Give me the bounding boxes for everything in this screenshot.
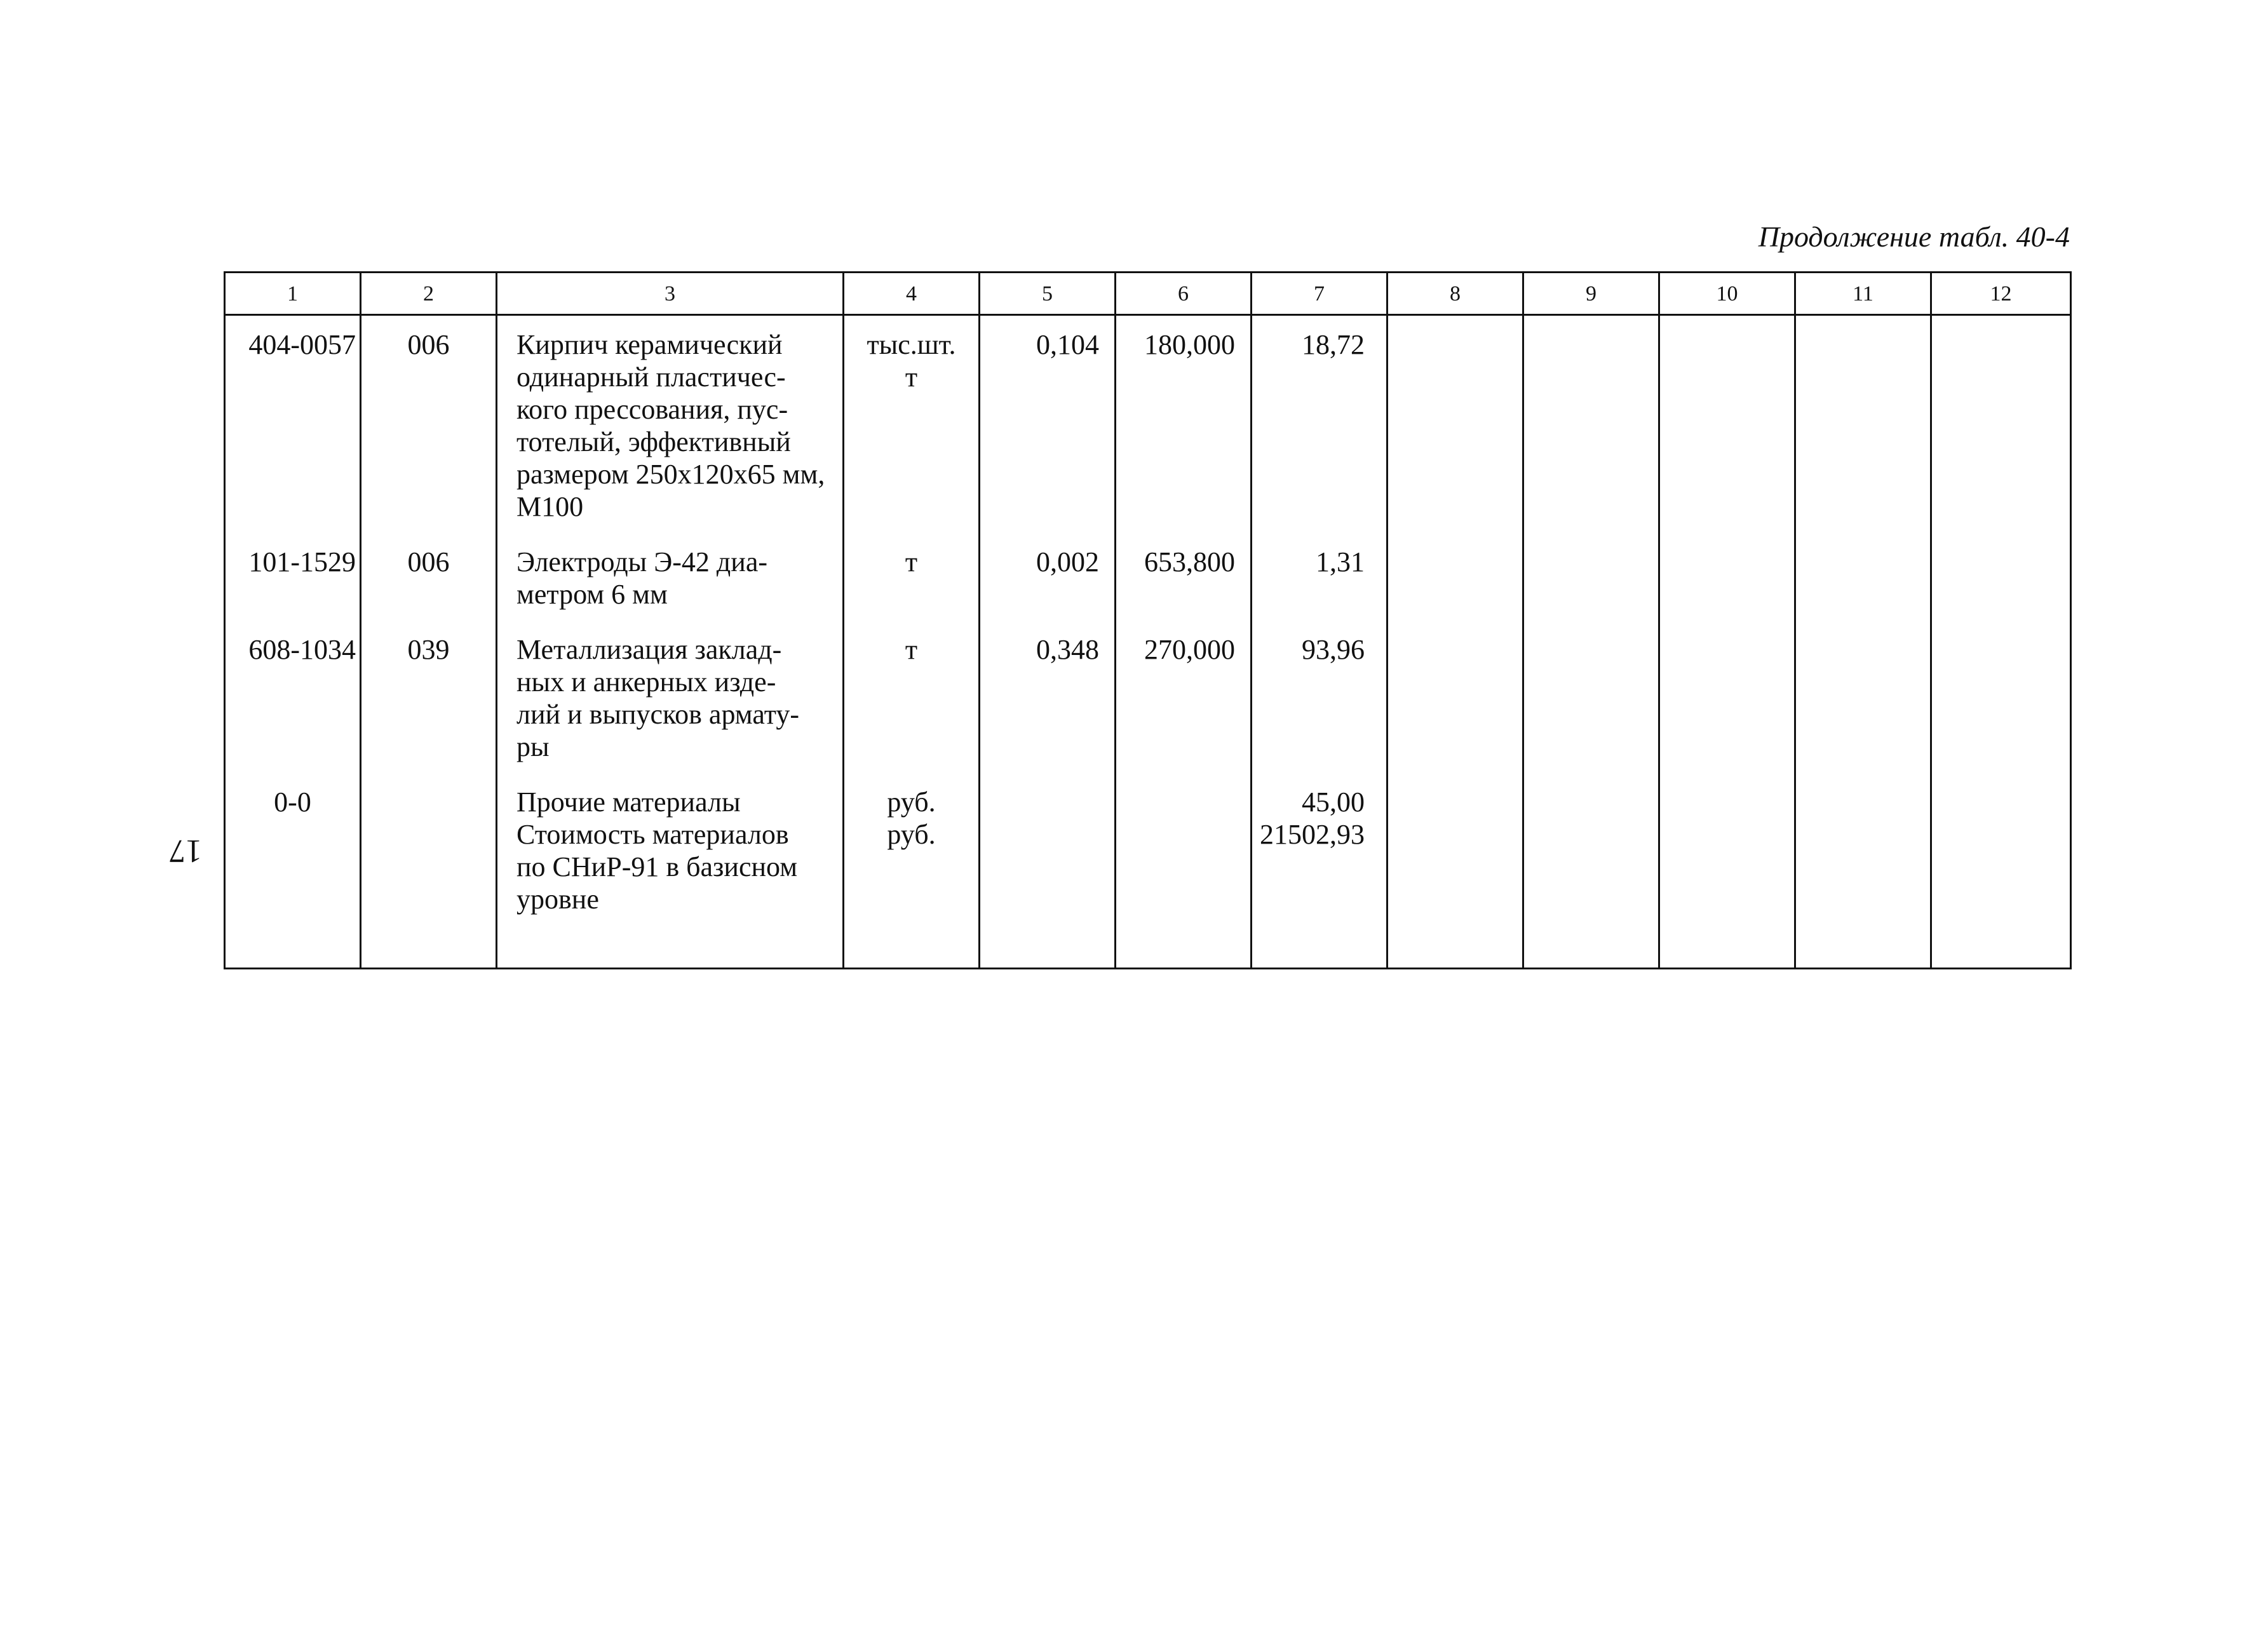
column-header: 4 [844,273,980,315]
resource-name-line: М100 [516,491,584,522]
resource-name-line: метром 6 мм [516,579,668,610]
header-row [225,273,2071,315]
resource-code: 608-1034 [225,621,361,773]
resource-name-line: Стоимость материалов [516,819,789,850]
resource-code: 404-0057 [225,315,361,534]
column-header: 2 [361,273,497,315]
cost [1252,773,1387,969]
resource-name-line: Прочие материалы [516,786,741,818]
resource-name-line: размером 250х120х65 мм, [516,459,825,490]
empty-cell [1795,533,1931,621]
quantity: 0,002 [980,533,1116,621]
resource-subcode: 039 [361,621,497,773]
resource-name-line: Металлизация заклад- [516,634,782,665]
empty-cell [1795,621,1931,773]
column-header: 12 [1931,273,2071,315]
cost [1252,315,1387,534]
resource-name-line: лий и выпусков армату- [516,699,800,730]
empty-cell [1387,773,1523,969]
empty-cell [1523,315,1659,534]
unit-line: руб. [887,786,936,818]
cost-line: 21502,93 [1260,819,1365,850]
empty-cell [1659,315,1795,534]
resource-name [497,315,844,534]
unit-price: 653,800 [1116,533,1252,621]
resource-subcode: 006 [361,533,497,621]
cost-line: 1,31 [1316,546,1365,577]
column-header: 8 [1387,273,1523,315]
empty-cell [1795,773,1931,969]
resource-code: 101-1529 [225,533,361,621]
resource-name-line: ры [516,731,550,762]
unit-line: руб. [887,819,936,850]
resource-name-line: одинарный пластичес- [516,361,786,393]
table-row [225,773,2071,969]
unit-line: тыс.шт. [867,329,956,360]
column-header: 10 [1659,273,1795,315]
empty-cell [1523,621,1659,773]
empty-cell [1931,621,2071,773]
empty-cell [1659,773,1795,969]
unit [844,621,980,773]
column-header: 3 [497,273,844,315]
empty-cell [1523,533,1659,621]
resource-name-line: уровне [516,884,599,915]
empty-cell [1931,315,2071,534]
empty-cell [1931,533,2071,621]
column-header: 9 [1523,273,1659,315]
empty-cell [1523,773,1659,969]
unit-price [1116,773,1252,969]
unit-line: т [905,546,918,577]
table-continuation-caption: Продолжение табл. 40-4 [1758,220,2070,253]
cost-line: 45,00 [1302,786,1365,818]
column-header: 7 [1252,273,1387,315]
table-row [225,533,2071,621]
cost [1252,621,1387,773]
resource-name-line: ных и анкерных изде- [516,666,776,698]
unit [844,773,980,969]
unit-price: 270,000 [1116,621,1252,773]
resource-name [497,621,844,773]
empty-cell [1659,533,1795,621]
resource-name [497,533,844,621]
resource-name-line: Кирпич керамический [516,329,783,360]
column-header: 5 [980,273,1116,315]
resource-name-line: кого прессования, пус- [516,394,788,425]
resource-subcode: 006 [361,315,497,534]
column-header: 11 [1795,273,1931,315]
unit-line: т [905,634,918,665]
empty-cell [1387,621,1523,773]
quantity: 0,348 [980,621,1116,773]
unit-line: т [905,361,918,393]
quantity: 0,104 [980,315,1116,534]
page-number: 17 [169,833,202,869]
unit [844,533,980,621]
quantity [980,773,1116,969]
empty-cell [1931,773,2071,969]
resource-code: 0-0 [225,773,361,969]
table-row [225,315,2071,534]
cost-line: 93,96 [1302,634,1365,665]
materials-table [224,271,2072,969]
resource-name-line: по СНиР-91 в базисном [516,851,798,882]
unit-price: 180,000 [1116,315,1252,534]
column-header: 6 [1116,273,1252,315]
column-header: 1 [225,273,361,315]
resource-name-line: тотелый, эффективный [516,426,791,457]
cost-line: 18,72 [1302,329,1365,360]
resource-subcode [361,773,497,969]
unit [844,315,980,534]
empty-cell [1795,315,1931,534]
table-row [225,621,2071,773]
empty-cell [1659,621,1795,773]
empty-cell [1387,533,1523,621]
resource-name-line: Электроды Э-42 диа- [516,546,768,577]
empty-cell [1387,315,1523,534]
cost [1252,533,1387,621]
resource-name [497,773,844,969]
